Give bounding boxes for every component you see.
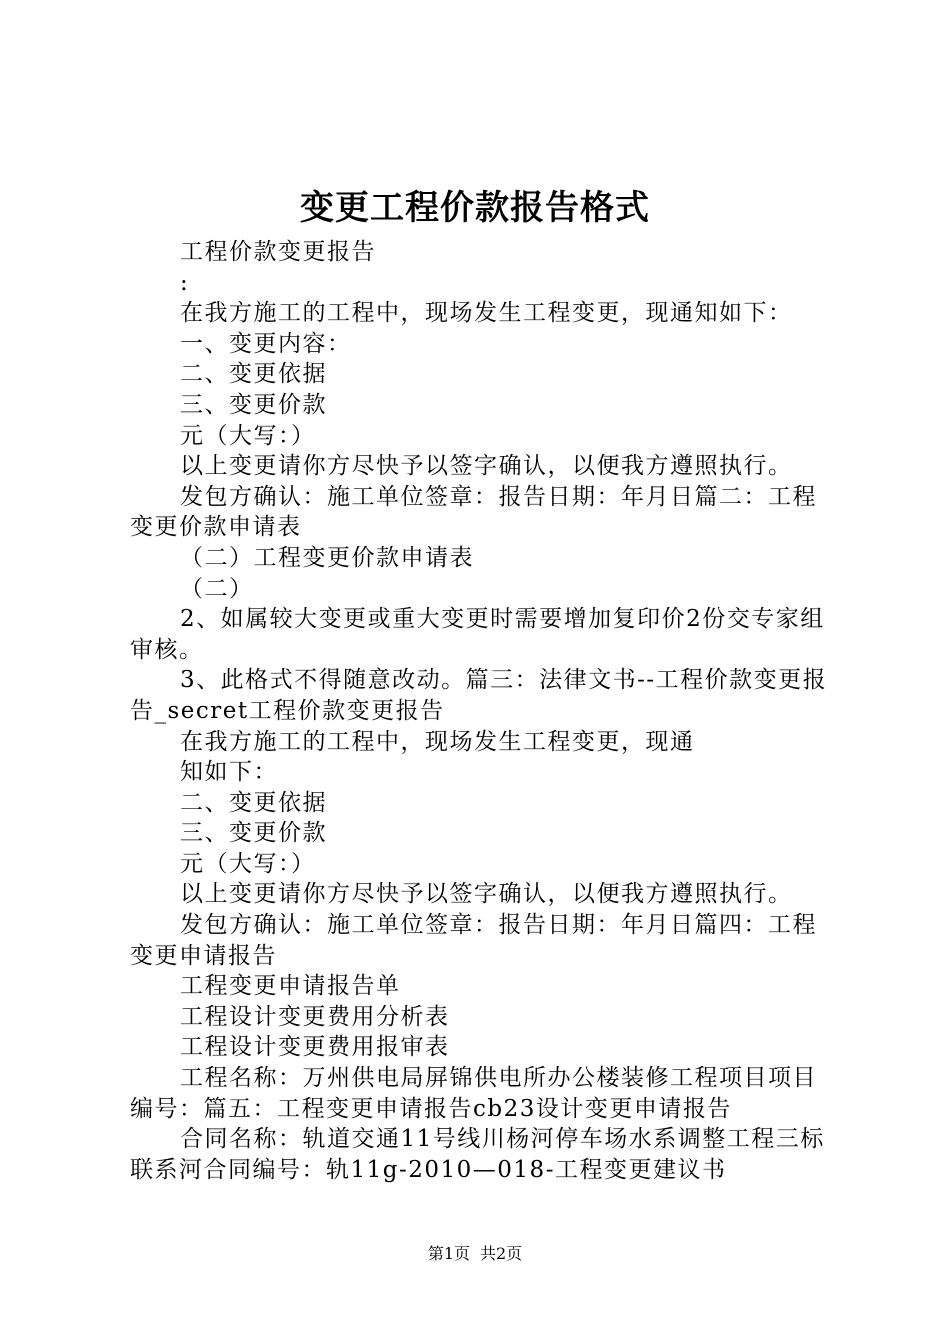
paragraph: 工程价款变更报告 bbox=[180, 239, 376, 265]
paragraph: 工程设计变更费用报审表 bbox=[180, 1034, 450, 1061]
paragraph: （二）工程变更价款申请表 bbox=[180, 544, 474, 571]
paragraph: 以上变更请你方尽快予以签字确认，以便我方遵照执行。 bbox=[180, 881, 793, 908]
paragraph: 发包方确认：施工单位签章：报告日期：年月日篇四：工程变更申请报告 bbox=[130, 912, 817, 969]
paragraph: 工程设计变更费用分析表 bbox=[180, 1003, 450, 1030]
page-footer bbox=[0, 1244, 950, 1264]
paragraph: 合同名称：轨道交通11号线川杨河停车场水系调整工程三标联系河合同编号：轨11g-2010—018-工程变更建议书 bbox=[130, 1126, 825, 1183]
paragraph: 工程名称：万州供电局屏锦供电所办公楼装修工程项目项目编号：篇五：工程变更申请报告cb23设计变更申请报告 bbox=[130, 1065, 817, 1122]
paragraph: 一、变更内容： bbox=[180, 330, 352, 357]
paragraph: 3、此格式不得随意改动。篇三：法律文书--工程价款变更报告_secret工程价款变更报告 bbox=[130, 667, 828, 724]
paragraph: 知如下： bbox=[180, 759, 278, 786]
paragraph: （二） bbox=[180, 575, 254, 602]
document-title: 变更工程价款报告格式 bbox=[300, 188, 650, 228]
paragraph: 发包方确认：施工单位签章：报告日期：年月日篇二：工程变更价款申请表 bbox=[130, 483, 817, 541]
paragraph: : bbox=[180, 269, 190, 296]
paragraph: 元（大写：） bbox=[180, 850, 316, 877]
paragraph: 元（大写：） bbox=[180, 422, 316, 449]
paragraph: 在我方施工的工程中，现场发生工程变更，现通知如下： bbox=[180, 300, 793, 327]
page-number: 第1页 bbox=[427, 1244, 470, 1263]
paragraph: 工程变更申请报告单 bbox=[180, 973, 401, 1000]
paragraph: 三、变更价款 bbox=[180, 820, 327, 847]
paragraph: 二、变更依据 bbox=[180, 361, 327, 388]
paragraph: 三、变更价款 bbox=[180, 391, 327, 418]
paragraph: 二、变更依据 bbox=[180, 789, 327, 816]
paragraph: 以上变更请你方尽快予以签字确认，以便我方遵照执行。 bbox=[180, 453, 793, 480]
paragraph: 2、如属较大变更或重大变更时需要增加复印价2份交专家组审核。 bbox=[130, 606, 825, 663]
page-total: 共2页 bbox=[480, 1244, 523, 1263]
paragraph: 在我方施工的工程中，现场发生工程变更，现通 bbox=[180, 728, 695, 755]
document-body bbox=[130, 237, 832, 1185]
